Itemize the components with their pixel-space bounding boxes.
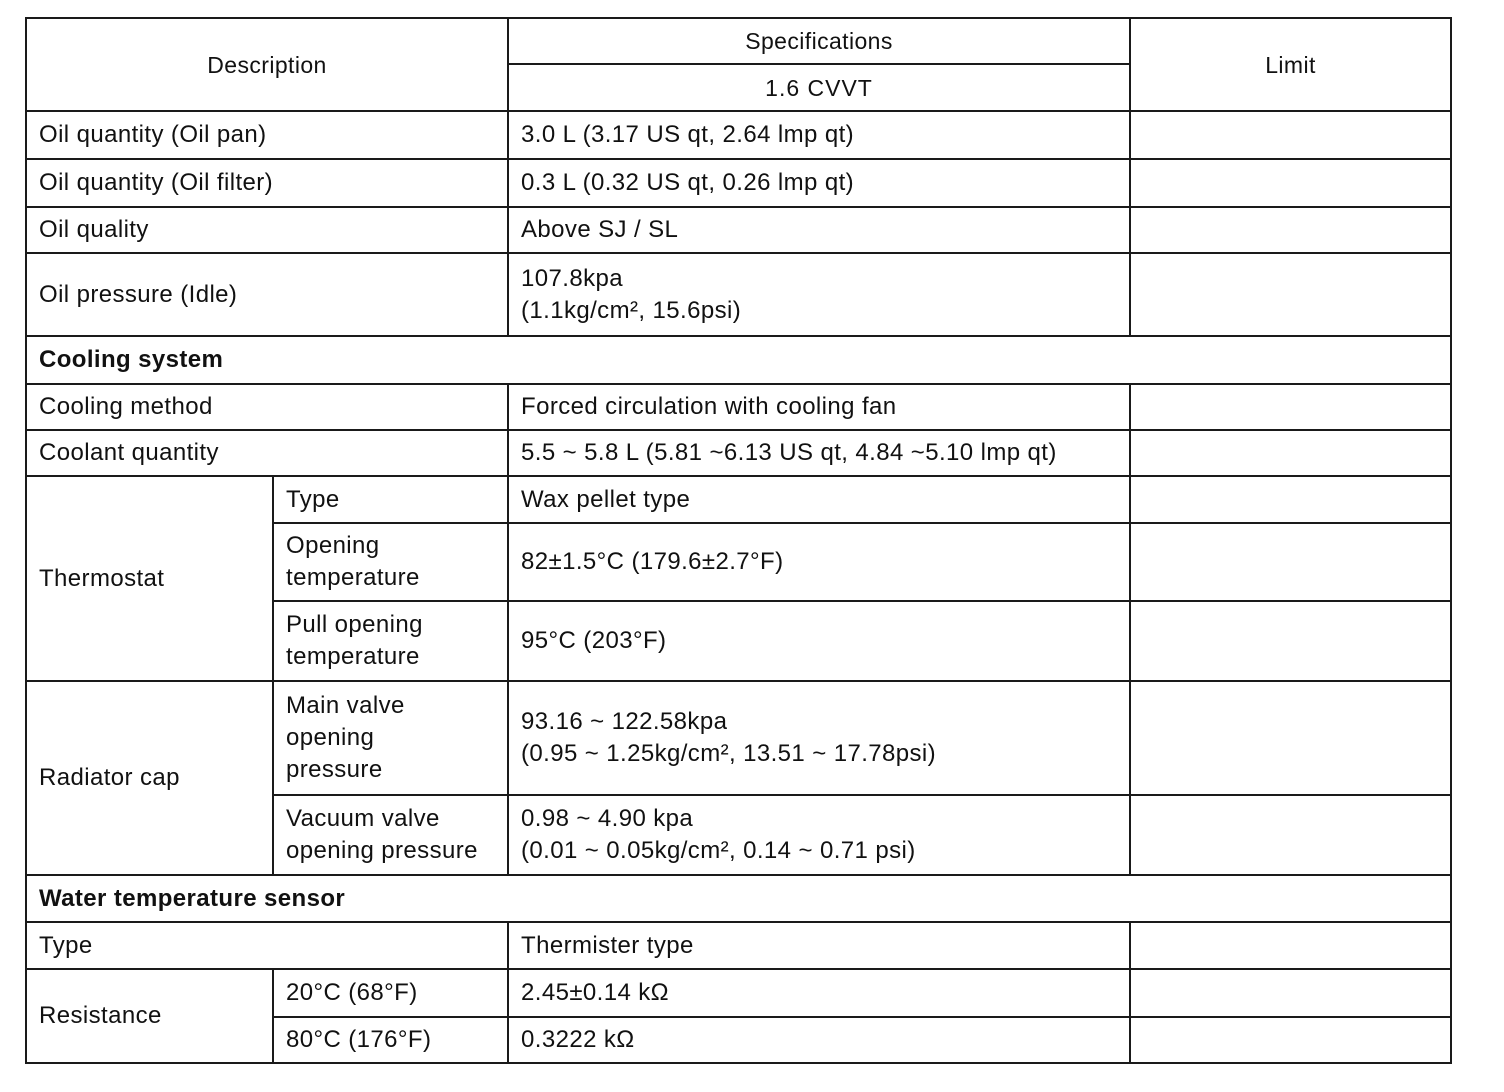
vacuum-valve-limit (1130, 795, 1451, 875)
oil-pressure-label: Oil pressure (Idle) (26, 253, 508, 336)
oil-pan-label: Oil quantity (Oil pan) (26, 111, 508, 159)
oil-quality-label: Oil quality (26, 207, 508, 253)
water-temp-sensor-title: Water temperature sensor (26, 875, 1451, 922)
oil-filter-limit (1130, 159, 1451, 207)
oil-filter-value: 0.3 L (0.32 US qt, 0.26 lmp qt) (508, 159, 1130, 207)
oil-pressure-value-line1: 107.8kpa (521, 264, 623, 292)
resistance-20-label: 20°C (68°F) (273, 969, 508, 1017)
sensor-type-value: Thermister type (508, 922, 1130, 969)
main-valve-limit (1130, 681, 1451, 795)
coolant-quantity-limit (1130, 430, 1451, 476)
vacuum-valve-label (273, 795, 508, 875)
cooling-method-limit (1130, 384, 1451, 430)
resistance-80-label: 80°C (176°F) (273, 1017, 508, 1063)
table-row (26, 430, 1451, 476)
main-valve-label-line2: opening (286, 724, 375, 751)
table-row (26, 253, 1451, 336)
resistance-20-value: 2.45±0.14 kΩ (508, 969, 1130, 1017)
thermostat-type-label: Type (273, 476, 508, 523)
table-row (26, 476, 1451, 523)
table-row (26, 681, 1451, 795)
cooling-system-title: Cooling system (26, 336, 1451, 384)
cooling-method-value: Forced circulation with cooling fan (508, 384, 1130, 430)
pull-opening-temp-label-line2: temperature (286, 643, 420, 670)
specification-table (25, 17, 1452, 1064)
vacuum-valve-label-line1: Vacuum valve (286, 805, 440, 832)
section-row (26, 336, 1451, 384)
header-description: Description (26, 18, 508, 111)
table-row (26, 159, 1451, 207)
oil-pressure-value (508, 253, 1130, 336)
radiator-cap-label: Radiator cap (26, 681, 273, 875)
main-valve-label-line1: Main valve (286, 692, 405, 719)
vacuum-valve-value-line1: 0.98 ~ 4.90 kpa (521, 805, 694, 832)
header-specifications: Specifications (508, 18, 1130, 64)
header-row (26, 18, 1451, 64)
cooling-method-label: Cooling method (26, 384, 508, 430)
resistance-label: Resistance (26, 969, 273, 1063)
thermostat-type-limit (1130, 476, 1451, 523)
vacuum-valve-value-line2: (0.01 ~ 0.05kg/cm², 0.14 ~ 0.71 psi) (521, 837, 916, 864)
oil-pressure-limit (1130, 253, 1451, 336)
resistance-20-limit (1130, 969, 1451, 1017)
table-row (26, 111, 1451, 159)
oil-pressure-value-line2: (1.1kg/cm², 15.6psi) (521, 296, 742, 324)
vacuum-valve-label-line2: opening pressure (286, 837, 478, 864)
opening-temp-label (273, 523, 508, 601)
opening-temp-label-line2: temperature (286, 564, 420, 591)
oil-filter-label: Oil quantity (Oil filter) (26, 159, 508, 207)
main-valve-label-line3: pressure (286, 756, 383, 783)
pull-opening-temp-value: 95°C (203°F) (508, 601, 1130, 681)
vacuum-valve-value (508, 795, 1130, 875)
header-engine: 1.6 CVVT (508, 64, 1130, 111)
opening-temp-limit (1130, 523, 1451, 601)
pull-opening-temp-label (273, 601, 508, 681)
coolant-quantity-label: Coolant quantity (26, 430, 508, 476)
thermostat-type-value: Wax pellet type (508, 476, 1130, 523)
header-limit: Limit (1130, 18, 1451, 111)
oil-pan-limit (1130, 111, 1451, 159)
table-row (26, 384, 1451, 430)
table-row (26, 922, 1451, 969)
thermostat-label: Thermostat (26, 476, 273, 681)
sensor-type-label: Type (26, 922, 508, 969)
table-row (26, 207, 1451, 253)
opening-temp-label-line1: Opening (286, 532, 380, 559)
table-row (26, 969, 1451, 1017)
sensor-type-limit (1130, 922, 1451, 969)
coolant-quantity-value: 5.5 ~ 5.8 L (5.81 ~6.13 US qt, 4.84 ~5.10 lmp qt) (508, 430, 1130, 476)
oil-quality-limit (1130, 207, 1451, 253)
oil-pan-value: 3.0 L (3.17 US qt, 2.64 lmp qt) (508, 111, 1130, 159)
pull-opening-temp-limit (1130, 601, 1451, 681)
pull-opening-temp-label-line1: Pull opening (286, 611, 423, 638)
opening-temp-value: 82±1.5°C (179.6±2.7°F) (508, 523, 1130, 601)
resistance-80-value: 0.3222 kΩ (508, 1017, 1130, 1063)
resistance-80-limit (1130, 1017, 1451, 1063)
main-valve-value-line2: (0.95 ~ 1.25kg/cm², 13.51 ~ 17.78psi) (521, 740, 937, 767)
main-valve-value (508, 681, 1130, 795)
section-row (26, 875, 1451, 922)
main-valve-value-line1: 93.16 ~ 122.58kpa (521, 708, 728, 735)
main-valve-label (273, 681, 508, 795)
oil-quality-value: Above SJ / SL (508, 207, 1130, 253)
